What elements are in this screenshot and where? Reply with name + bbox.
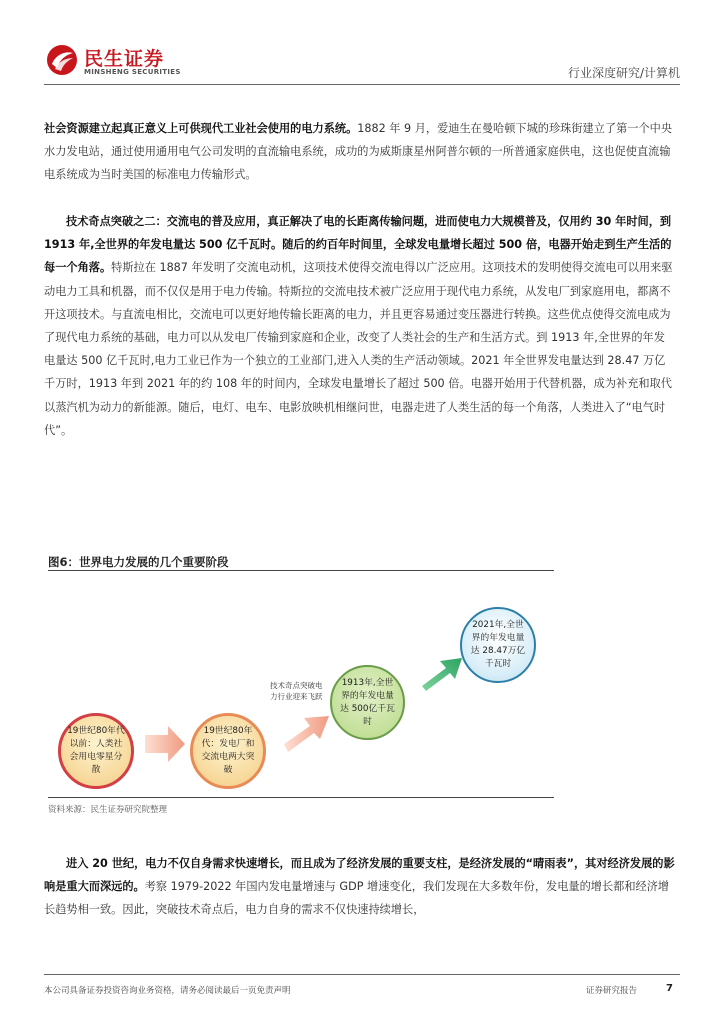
logo-english-name: MINSHENG SECURITIES: [84, 68, 181, 76]
paragraph-1: [44, 117, 676, 187]
stage-4-label: 2021年,全世界的年发电量达 28.47万亿千瓦时: [470, 620, 526, 669]
figure-annotation: 技术奇点突破电力行业迎来飞跃: [270, 681, 323, 701]
stage-3-circle: [330, 665, 405, 740]
paragraph-1-text: 1882 年 9 月，爱迪生在曼哈顿下城的珍珠街建立了第一个中央水力发电站，通过使用通用电气公司发明的直流输电系统，成功的为威斯康星州阿普尔顿的一所普通家庭供电，这也促使直流输电系统成为当时美国的标准电力传输形式。: [44, 122, 673, 182]
stage-3-label: 1913年,全世界的年发电量达 500亿千瓦时: [340, 677, 395, 727]
paragraph-3: [44, 852, 676, 922]
minsheng-logo-icon: [46, 44, 78, 76]
paragraph-2-text: 特斯拉在 1887 年发明了交流电动机，这项技术使得交流电得以广泛应用。这项技术的发明使得交流电可以用来驱动电力工具和机器，而不仅仅是用于电力传输。特斯拉的交流电技术被广泛应用于现代电力系统，从发电厂到家庭用电，都离不开这项技术。与直流电相比，交流电可以更好地传输长距离的电力，并且更容易通过变压器进行转换。这些优点使得交流电成为了现代电力系统的基础，电力可以从发电厂传输到家庭和企业，改变了人类社会的生产和生活方式。到 1913 年,全世界的年发电量达 500 亿千瓦时,电力工业已作为一个独立的工业部门,进入人类的生产活动领域。2021 年全世界发电量达到 28.47 万亿千万时，1913 年到 2021 年的约 108 年的时间内，全球发电量增长了超过 500 倍。电器开始用于代替机器，成为补充和取代以蒸汽机为动力的新能源。随后，电灯、电车、电影放映机相继问世，电器走进了人类生活的每一个角落，人类进入了“电气时代”。: [44, 261, 673, 437]
paragraph-1-bold: 社会资源建立起真正意义上可供现代工业社会使用的电力系统。: [44, 122, 358, 135]
figure-source: 资料来源：民生证券研究院整理: [48, 805, 168, 815]
report-category: 行业深度研究/计算机: [567, 66, 680, 80]
header-divider: [44, 84, 680, 85]
figure-title: 图6：世界电力发展的几个重要阶段: [48, 555, 229, 569]
paragraph-2-bold: 技术奇点突破之二：交流电的普及应用，真正解决了电的长距离传输问题，进而使电力大规模普及，仅用约 30 年时间，到 1913 年,全世界的年发电量达 500 亿千瓦时。随后的约百年时间里，全球发电量增长超过 500 倍，电器开始走到生产生活的每一个角落。: [44, 215, 672, 275]
stage-4-circle: [460, 607, 536, 683]
logo-chinese-name: 民生证券: [84, 48, 165, 70]
footer-disclaimer: 本公司具备证券投资咨询业务资格，请务必阅读最后一页免责声明: [44, 986, 291, 996]
arrow-stage1-to-stage2: [145, 726, 185, 762]
paragraph-2: [44, 210, 676, 442]
footer-report-type: 证券研究报告: [586, 986, 638, 996]
arrow-stage3-to-stage4: [422, 658, 462, 691]
footer-divider: [44, 974, 680, 975]
arrow-stage2-to-stage3: [284, 716, 329, 752]
stage-1-circle: [58, 713, 134, 789]
figure-top-rule: [48, 570, 554, 571]
stage-2-circle: [190, 713, 266, 789]
paragraph-3-text: 考察 1979-2022 年国内发电量增速与 GDP 增速变化，我们发现在大多数年份，发电量的增长都和经济增长趋势相一致。因此，突破技术奇点后，电力自身的需求不仅快速持续增长，: [44, 880, 670, 917]
paragraph-3-bold: 进入 20 世纪，电力不仅自身需求快速增长，而且成为了经济发展的重要支柱，是经济发展的“晴雨表”，其对经济发展的影响是重大而深远的。: [44, 857, 675, 894]
stage-1-label: 19世纪80年代以前：人类社会用电零星分散: [67, 726, 125, 775]
page-number: 7: [666, 983, 673, 994]
stage-2-label: 19世纪80年代：发电厂和交流电两大突破: [201, 726, 255, 775]
figure-bottom-rule: [48, 797, 554, 798]
